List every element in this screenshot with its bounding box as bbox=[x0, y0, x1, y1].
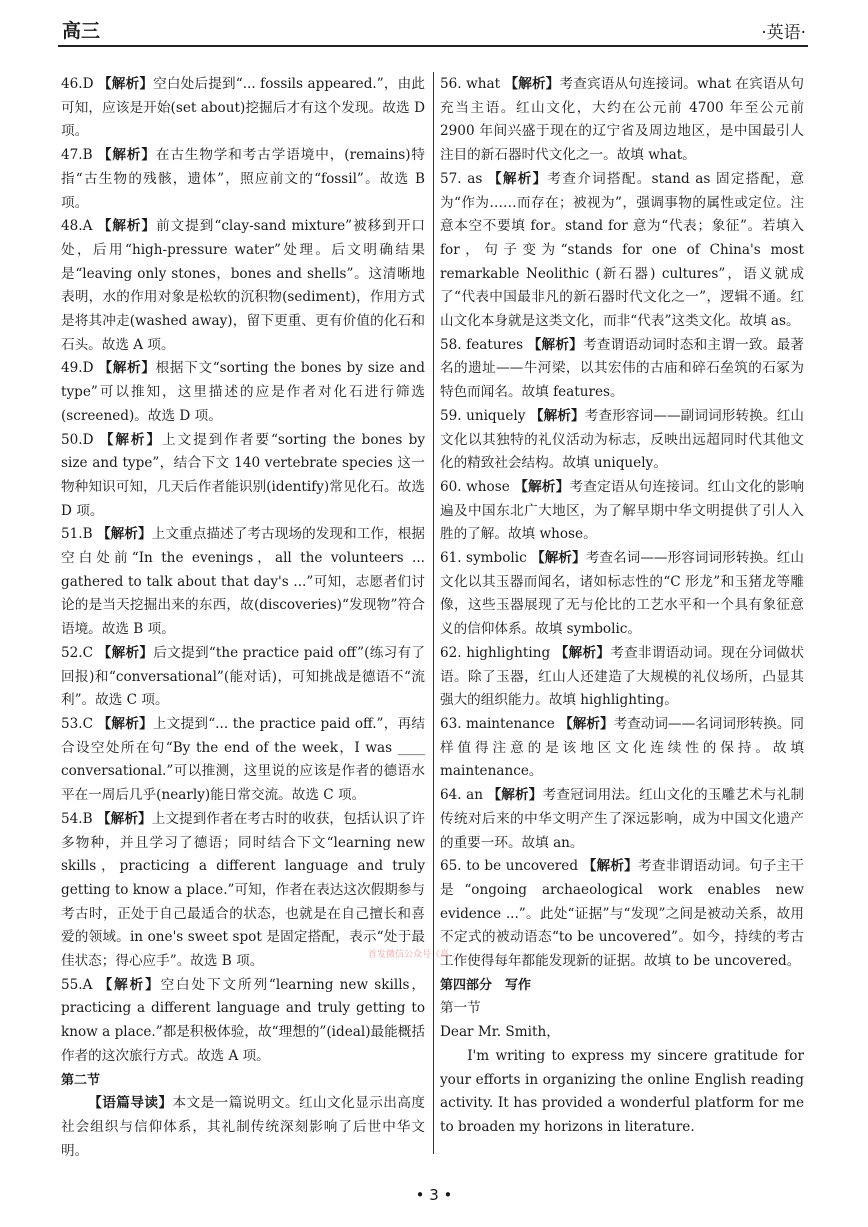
analysis-tag: 【解析】 bbox=[97, 810, 152, 827]
answer-item bbox=[440, 334, 804, 405]
analysis-text: 空白处下文所列“learning new skills，practicing a different language and truly getting to know a place.”都是积极体验，故“理想的”(ideal)最能概括作者的这次旅行方式。故选 A 项。 bbox=[61, 976, 425, 1064]
answer-item bbox=[440, 168, 804, 334]
analysis-text: 空白处后提到“... fossils appeared.”，由此可知，应该是开始(set about)挖掘后才有这个发现。故选 D 项。 bbox=[61, 76, 426, 140]
right-column bbox=[440, 73, 804, 1140]
answer-number: 59. uniquely bbox=[440, 407, 530, 424]
answer-number: 46.D bbox=[61, 76, 99, 92]
answer-item bbox=[440, 476, 804, 547]
answer-item bbox=[440, 405, 804, 476]
answer-item bbox=[61, 713, 425, 808]
answer-item bbox=[61, 429, 425, 524]
analysis-tag: 【解析】 bbox=[504, 76, 560, 92]
analysis-text: 后文提到“the practice paid off”(练习有了回报)和“conversational”(能对话)，可知挑战是德语不“流利”。故选 C 项。 bbox=[61, 644, 426, 709]
intro-text: 本文是一篇说明文。红山文化显示出高度社会组织与信仰体系，其礼制传统深刻影响了后世中华文明。 bbox=[61, 1095, 426, 1159]
analysis-text: 上文提到作者要“sorting the bones by size and type”，结合下文 140 vertebrate species 这一物种知识可知，几天后作者能识别(identify)常见化石。故选 D 项。 bbox=[61, 431, 425, 519]
analysis-text: 前文提到“clay-sand mixture”被移到开口处，后用“high-pressure water”处理。后文明确结果是“leaving only stones，bones and shells”。这清晰地表明，水的作用对象是松软的沉积物(sediment)，作用方式是将其冲走(washed away)，留下更重、更有价值的化石和石头。故选 A 项。 bbox=[61, 218, 425, 353]
analysis-text: 在古生物学和考古学语境中，(remains)特指“古生物的残骸，遗体”，照应前文的“fossil”。故选 B 项。 bbox=[61, 147, 425, 211]
answer-number: 51.B bbox=[61, 526, 98, 543]
page-header bbox=[60, 14, 806, 44]
answer-number: 58. features bbox=[440, 336, 528, 353]
analysis-tag: 【解析】 bbox=[554, 644, 611, 661]
answer-item bbox=[61, 523, 425, 642]
answer-number: 47.B bbox=[61, 147, 98, 164]
analysis-tag: 【解析】 bbox=[582, 858, 639, 875]
intro-tag: 【语篇导读】 bbox=[88, 1095, 173, 1112]
analysis-text: 考查非谓语动词。句子主干是“ongoing archaeological work enables new evidence ...”。此处“证据”与“发现”之间是被动关系，故用不定式的被动语态“to be uncovered”。如今，持续的考古工作使得每年都能发现新的证据。故填 to be uncovered。 bbox=[440, 858, 805, 970]
section-heading: 第二节 bbox=[61, 1072, 101, 1088]
analysis-tag: 【解析】 bbox=[527, 336, 583, 353]
header-rule bbox=[58, 45, 808, 47]
analysis-text: 上文重点描述了考古现场的发现和工作，根据空白处前“In the evenings，all the volunteers ... gathered to talk about that day's ...”可知，志愿者们讨论的是当天挖掘出来的东西，故(discoveries)“发现物”符合语境。故选 B 项。 bbox=[61, 526, 426, 638]
analysis-tag: 【解析】 bbox=[98, 76, 154, 92]
analysis-tag: 【解析】 bbox=[97, 147, 156, 164]
answer-item bbox=[440, 642, 804, 713]
analysis-text: 考查非谓语动词。现在分词做状语。除了玉器，红山人还建造了大规模的礼仪场所，凸显其强大的组织能力。故填 highlighting。 bbox=[440, 644, 805, 709]
grade-label: 高三 bbox=[62, 20, 101, 42]
analysis-tag: 【解析】 bbox=[559, 715, 614, 732]
analysis-text: 考查形容词——副词词形转换。红山文化以其独特的礼仪活动为标志，反映出远超同时代其他文化的精致社会结构。故填 uniquely。 bbox=[440, 407, 805, 472]
analysis-text: 考查介词搭配。stand as 固定搭配，意为“作为……而存在；被视为”，强调事物的属性或定位。注意本空不要填 for。stand for 意为“代表；象征”。若填入 for，句子变为“stands for one of China's most remarkable Neolithic (新石器) cultures”，语义就成了“代表中国最非凡的新石器时代文化之一”，逻辑不通。红山文化本身就是这类文化，而非“代表”这类文化。故填 as。 bbox=[440, 170, 805, 330]
subject-label: ·英语· bbox=[761, 23, 806, 43]
analysis-tag: 【解析】 bbox=[514, 478, 570, 495]
analysis-text: 考查宾语从句连接词。what 在宾语从句充当主语。红山文化，大约在公元前 4700 年至公元前 2900 年间兴盛于现在的辽宁省及周边地区，是中国最引人注目的新石器时代文化之一。故填 what。 bbox=[440, 76, 805, 164]
analysis-text: 考查名词——形容词词形转换。红山文化以其玉器而闻名，诸如标志性的“C 形龙”和玉猪龙等雕像，这些玉器展现了无与伦比的工艺水平和一个具有象征意义的信仰体系。故填 symbolic。 bbox=[440, 550, 805, 638]
left-column bbox=[61, 73, 425, 1163]
analysis-tag: 【解析】 bbox=[99, 431, 163, 448]
answer-number: 65. to be uncovered bbox=[440, 858, 583, 875]
analysis-text: 根据下文“sorting the bones by size and type”可以推知，这里描述的应是作者对化石进行筛选(screened)。故选 D 项。 bbox=[61, 360, 425, 424]
analysis-tag: 【解析】 bbox=[487, 170, 548, 187]
analysis-tag: 【解析】 bbox=[97, 644, 154, 661]
analysis-tag: 【解析】 bbox=[97, 715, 153, 732]
analysis-text: 上文提到作者在考古时的收获，包括认识了许多物种，并且学习了德语；同时结合下文“learning new skills，practicing a different language and truly getting to know a place.”可知，作者在表达这次假期参与考古时，正处于自己最适合的状态，也就是在自己擅长和喜爱的领域。in one's sweet spot 是固定搭配，表示“处于最佳状态；得心应手”。故选 B 项。 bbox=[61, 810, 426, 970]
analysis-tag: 【解析】 bbox=[97, 218, 157, 235]
watermark-text: 首发微信公众号《高... bbox=[368, 950, 458, 960]
analysis-tag: 【解析】 bbox=[98, 976, 161, 993]
answer-item bbox=[440, 713, 804, 784]
answer-number: 62. highlighting bbox=[440, 644, 555, 661]
column-divider bbox=[433, 72, 434, 1154]
answer-number: 60. whose bbox=[440, 478, 515, 495]
answer-item bbox=[440, 784, 804, 855]
analysis-tag: 【解析】 bbox=[97, 526, 152, 543]
plain-line: 第一节 bbox=[440, 1000, 481, 1017]
answer-number: 50.D bbox=[61, 431, 100, 448]
answer-item bbox=[61, 73, 425, 144]
answer-number: 49.D bbox=[61, 360, 99, 377]
analysis-tag: 【解析】 bbox=[487, 787, 543, 804]
answer-item bbox=[440, 855, 804, 974]
answer-number: 54.B bbox=[61, 810, 98, 827]
analysis-text: 考查冠词用法。红山文化的玉雕艺术与礼制传统对后来的中华文明产生了深远影响，成为中国文化遗产的重要一环。故填 an。 bbox=[440, 787, 805, 851]
letter-paragraph: I'm writing to express my sincere gratitude for your efforts in organizing the online English reading activity. It has provided a wonderful platform for me to broaden my horizons in literature. bbox=[440, 1047, 804, 1135]
answer-number: 48.A bbox=[61, 218, 98, 235]
answer-item bbox=[440, 547, 804, 642]
answer-number: 53.C bbox=[61, 715, 98, 732]
answer-number: 52.C bbox=[61, 644, 98, 661]
answer-item bbox=[61, 642, 425, 713]
answer-number: 61. symbolic bbox=[440, 550, 532, 567]
answer-item bbox=[440, 73, 804, 168]
analysis-tag: 【解析】 bbox=[98, 360, 156, 377]
answer-number: 64. an bbox=[440, 787, 488, 804]
page-number: • 3 • bbox=[415, 1186, 453, 1204]
passage-intro bbox=[61, 1092, 425, 1163]
answer-item bbox=[61, 974, 425, 1069]
analysis-text: 考查动词——名词词形转换。同样值得注意的是该地区文化连续性的保持。故填 maintenance。 bbox=[440, 715, 805, 780]
analysis-text: 上文提到“... the practice paid off.”，再结合设空处所在句“By the end of the week，I was ____ conversational.”可以推测，这里说的应该是作者的德语水平在一周后几乎(nearly)能日常交流。故选 C 项。 bbox=[61, 715, 425, 804]
answer-item bbox=[61, 215, 425, 357]
answer-item bbox=[61, 357, 425, 428]
analysis-text: 考查定语从句连接词。红山文化的影响遍及中国东北广大地区，为了解早期中华文明提供了引人入胜的了解。故填 whose。 bbox=[440, 478, 805, 543]
analysis-tag: 【解析】 bbox=[531, 550, 586, 567]
answer-number: 55.A bbox=[61, 976, 99, 993]
plain-line: Dear Mr. Smith， bbox=[440, 1024, 560, 1041]
analysis-text: 考查谓语动词时态和主谓一致。最著名的遗址——牛河梁，以其宏伟的古庙和碎石垒筑的石冢为特色而闻名。故填 features。 bbox=[440, 336, 805, 401]
answer-item bbox=[61, 144, 425, 215]
section-heading: 第四部分 写作 bbox=[440, 977, 532, 993]
analysis-tag: 【解析】 bbox=[529, 407, 585, 424]
answer-number: 57. as bbox=[440, 170, 488, 187]
answer-number: 63. maintenance bbox=[440, 715, 560, 732]
answer-number: 56. what bbox=[440, 76, 505, 92]
